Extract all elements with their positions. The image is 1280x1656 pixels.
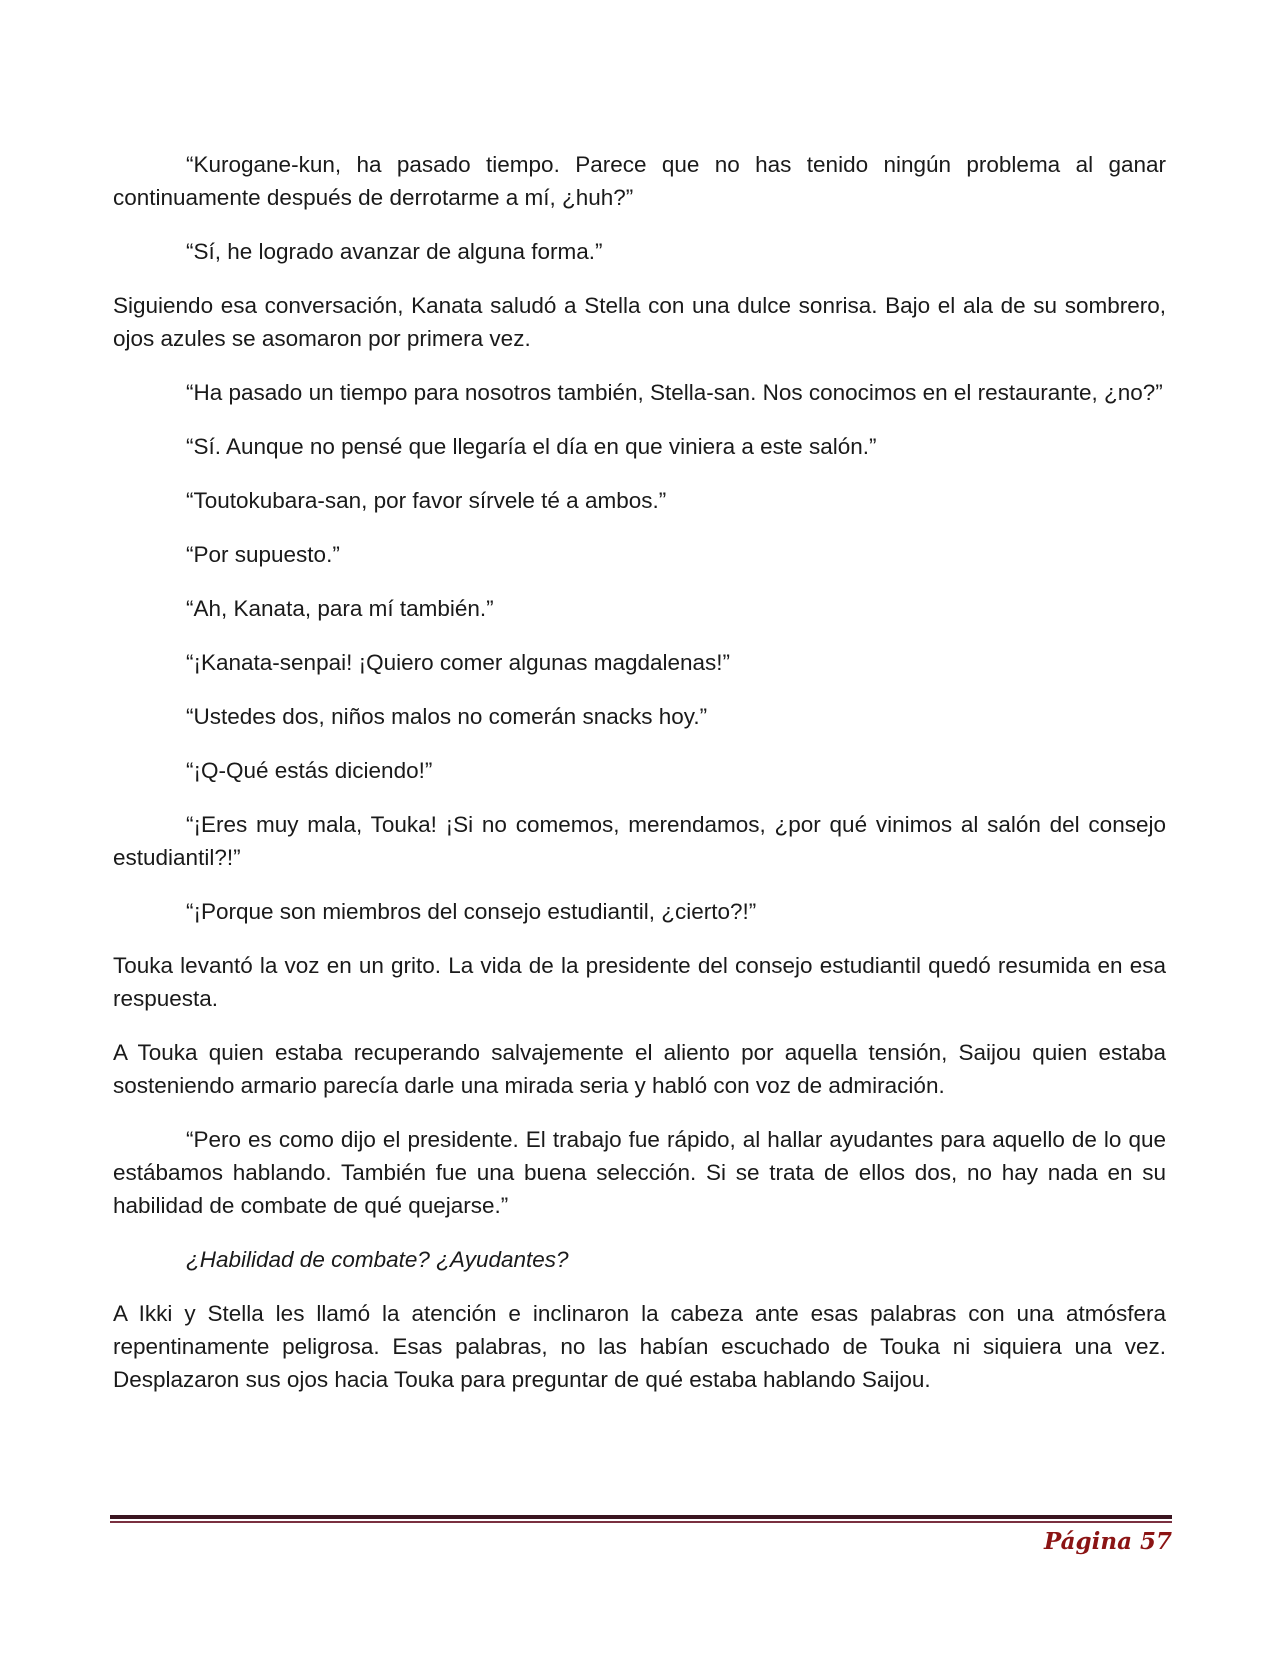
paragraph: “Por supuesto.” [186, 542, 340, 567]
paragraph-italic-thought: ¿Habilidad de combate? ¿Ayudantes? [186, 1247, 569, 1272]
paragraph: “Kurogane-kun, ha pasado tiempo. Parece que no has tenido ningún problema al ganar continuamente después de derrotarme a mí, ¿huh?” [113, 152, 1166, 210]
paragraph: “Toutokubara-san, por favor sírvele té a ambos.” [186, 488, 667, 513]
paragraph: “Pero es como dijo el presidente. El trabajo fue rápido, al hallar ayudantes para aquello de lo que estábamos hablando. También fue una buena selección. Si se trata de ellos dos, no hay nada en su habilidad de combate de qué quejarse.” [113, 1127, 1166, 1218]
paragraph: “Ustedes dos, niños malos no comerán snacks hoy.” [186, 704, 708, 729]
paragraph: Touka levantó la voz en un grito. La vida de la presidente del consejo estudiantil quedó resumida en esa respuesta. [113, 953, 1166, 1011]
footer-rule-thick-line [110, 1515, 1172, 1519]
paragraph: A Ikki y Stella les llamó la atención e inclinaron la cabeza ante esas palabras con una atmósfera repentinamente peligrosa. Esas palabras, no las habían escuchado de Touka ni siquiera una vez. Desplazaron sus ojos hacia Touka para preguntar de qué estaba hablando Saijou. [113, 1301, 1166, 1392]
paragraph: “Ah, Kanata, para mí también.” [186, 596, 494, 621]
paragraph: “Ha pasado un tiempo para nosotros también, Stella-san. Nos conocimos en el restaurante, ¿no?” [186, 380, 1163, 405]
paragraph: Siguiendo esa conversación, Kanata saludó a Stella con una dulce sonrisa. Bajo el ala de su sombrero, ojos azules se asomaron por primera vez. [113, 293, 1166, 351]
paragraph: “Sí. Aunque no pensé que llegaría el día en que viniera a este salón.” [186, 434, 877, 459]
paragraph: “¡Q-Qué estás diciendo!” [186, 758, 433, 783]
paragraph: “Sí, he logrado avanzar de alguna forma.” [186, 239, 603, 264]
paragraph: “¡Porque son miembros del consejo estudiantil, ¿cierto?!” [186, 899, 757, 924]
footer-rule [110, 1515, 1172, 1524]
paragraph: “¡Kanata-senpai! ¡Quiero comer algunas magdalenas!” [186, 650, 731, 675]
footer-rule-thin-line [110, 1521, 1172, 1523]
page-number: Página 57 [1043, 1528, 1172, 1555]
page-body [113, 148, 1166, 1417]
paragraph: A Touka quien estaba recuperando salvajemente el aliento por aquella tensión, Saijou quien estaba sosteniendo armario parecía darle una mirada seria y habló con voz de admiración. [113, 1040, 1166, 1098]
paragraph: “¡Eres muy mala, Touka! ¡Si no comemos, merendamos, ¿por qué vinimos al salón del consejo estudiantil?!” [113, 812, 1166, 870]
